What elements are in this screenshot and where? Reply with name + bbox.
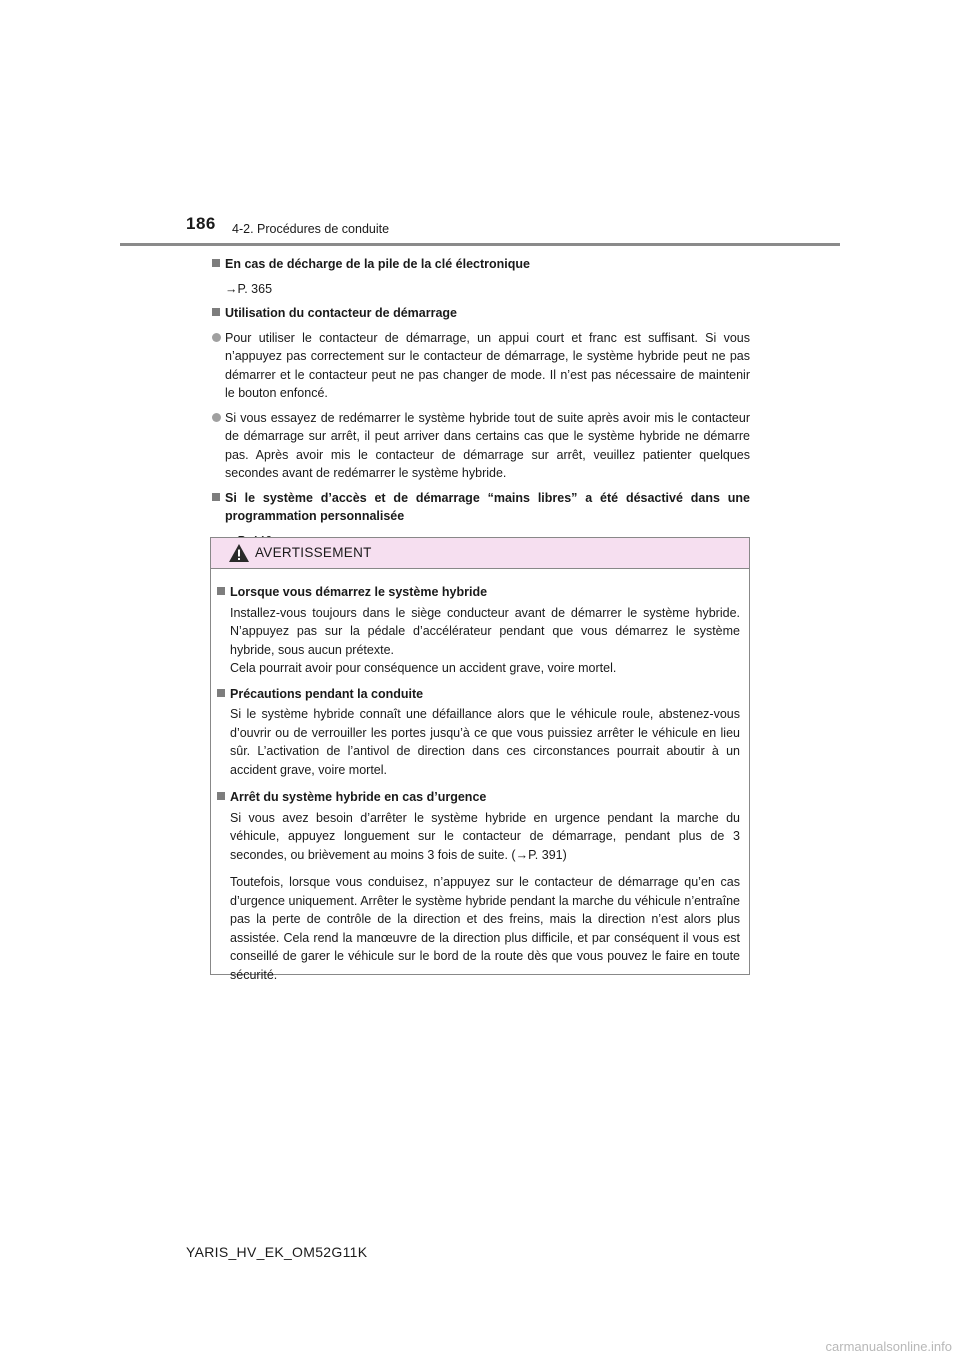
page-reference: →P. 365 — [225, 281, 273, 296]
section-heading — [212, 255, 750, 274]
document-code: YARIS_HV_EK_OM52G11K — [186, 1244, 368, 1260]
section-heading — [212, 304, 750, 323]
heading-text: En cas de décharge de la pile de la clé électronique — [225, 257, 530, 271]
bullet-item — [212, 409, 750, 483]
square-bullet-icon — [212, 259, 220, 267]
square-bullet-icon — [212, 308, 220, 316]
heading-text: Utilisation du contacteur de démarrage — [225, 306, 457, 320]
bullet-text: Si vous essayez de redémarrer le système hybride tout de suite après avoir mis le contacteur de démarrage sur arrêt, il peut arriver dans certains cas que le système hybride ne démarre pas. Après avoir mis le contacteur de démarrage sur arrêt, veuillez patienter quelques secondes avant de redémarrer le système hybride. — [225, 410, 750, 480]
heading-text: Précautions pendant la conduite — [230, 686, 424, 701]
square-bullet-icon — [212, 493, 220, 501]
bullet-item — [212, 329, 750, 403]
paragraph-text: Cela pourrait avoir pour conséquence un accident grave, voire mortel. — [230, 661, 617, 675]
warning-body — [211, 569, 749, 984]
circle-bullet-icon — [212, 413, 221, 422]
square-bullet-icon — [217, 587, 225, 595]
warning-heading — [217, 685, 740, 704]
heading-text: Arrêt du système hybride en cas d’urgence — [230, 790, 487, 804]
heading-text: Lorsque vous démarrez le système hybride — [230, 585, 488, 599]
warning-text: Toutefois, lorsque vous conduisez, n’appuyez sur le contacteur de démarrage qu’en cas d’urgence uniquement. Arrêter le système hybride pendant la marche du véhicule n’entraîne pas la perte de contrôle de la direction et des freins, mais la direction n’est alors plus assistée. Cela rend la manœuvre de la direction plus difficile, et par conséquent il vous est conseillé de garer le véhicule sur le bord de la route dès que vous pouvez le faire en toute sécurité. — [230, 875, 740, 982]
square-bullet-icon — [217, 689, 225, 697]
warning-heading — [217, 788, 740, 807]
page-number: 186 — [186, 214, 216, 233]
warning-heading — [217, 583, 740, 602]
heading-text: Si le système d’accès et de démarrage “mains libres” a été désactivé dans une programmation personnalisée — [225, 490, 750, 523]
warning-title: AVERTISSEMENT — [255, 545, 372, 560]
circle-bullet-icon — [212, 333, 221, 342]
paragraph-text: Installez-vous toujours dans le siège conducteur avant de démarrer le système hybride. N’appuyez pas sur la pédale d’accélérateur pendant que vous démarrez le système hybride, sous aucun prétexte. — [230, 605, 740, 657]
section-title: 4-2. Procédures de conduite — [232, 222, 390, 236]
warning-text: Si vous avez besoin d’arrêter le système hybride en urgence pendant la marche du véhicule, appuyez longuement sur le contacteur de démarrage, pendant plus de 3 secondes, ou brièvement au moins 3 fois de suite. (→P. 391) — [230, 810, 740, 862]
section-heading — [212, 489, 750, 526]
main-content — [212, 255, 750, 556]
warning-triangle-icon — [228, 543, 250, 563]
bullet-text: Pour utiliser le contacteur de démarrage, un appui court et franc est suffisant. Si vous n’appuyez pas correctement sur le contacteur de démarrage, le système hybride peut ne pas démarrer et le contacteur peut ne pas changer de mode. Il n’est pas nécessaire de maintenir le bouton enfoncé. — [225, 330, 750, 400]
warning-text — [217, 604, 740, 678]
square-bullet-icon — [217, 792, 225, 800]
watermark-text: carmanualsonline.info — [825, 1339, 952, 1354]
page-header — [0, 0, 960, 250]
warning-box — [210, 537, 750, 982]
warning-header — [211, 538, 749, 569]
header-rule — [120, 243, 840, 246]
warning-text: Si le système hybride connaît une défaillance alors que le véhicule roule, abstenez-vous d’ouvrir ou de verrouiller les portes jusqu’à ce que vous puissiez arrêter le véhicule en lieu sûr. L’activation de l’antivol de direction dans ces circonstances pourrait aboutir à un accident grave, voire mortel. — [230, 707, 740, 777]
